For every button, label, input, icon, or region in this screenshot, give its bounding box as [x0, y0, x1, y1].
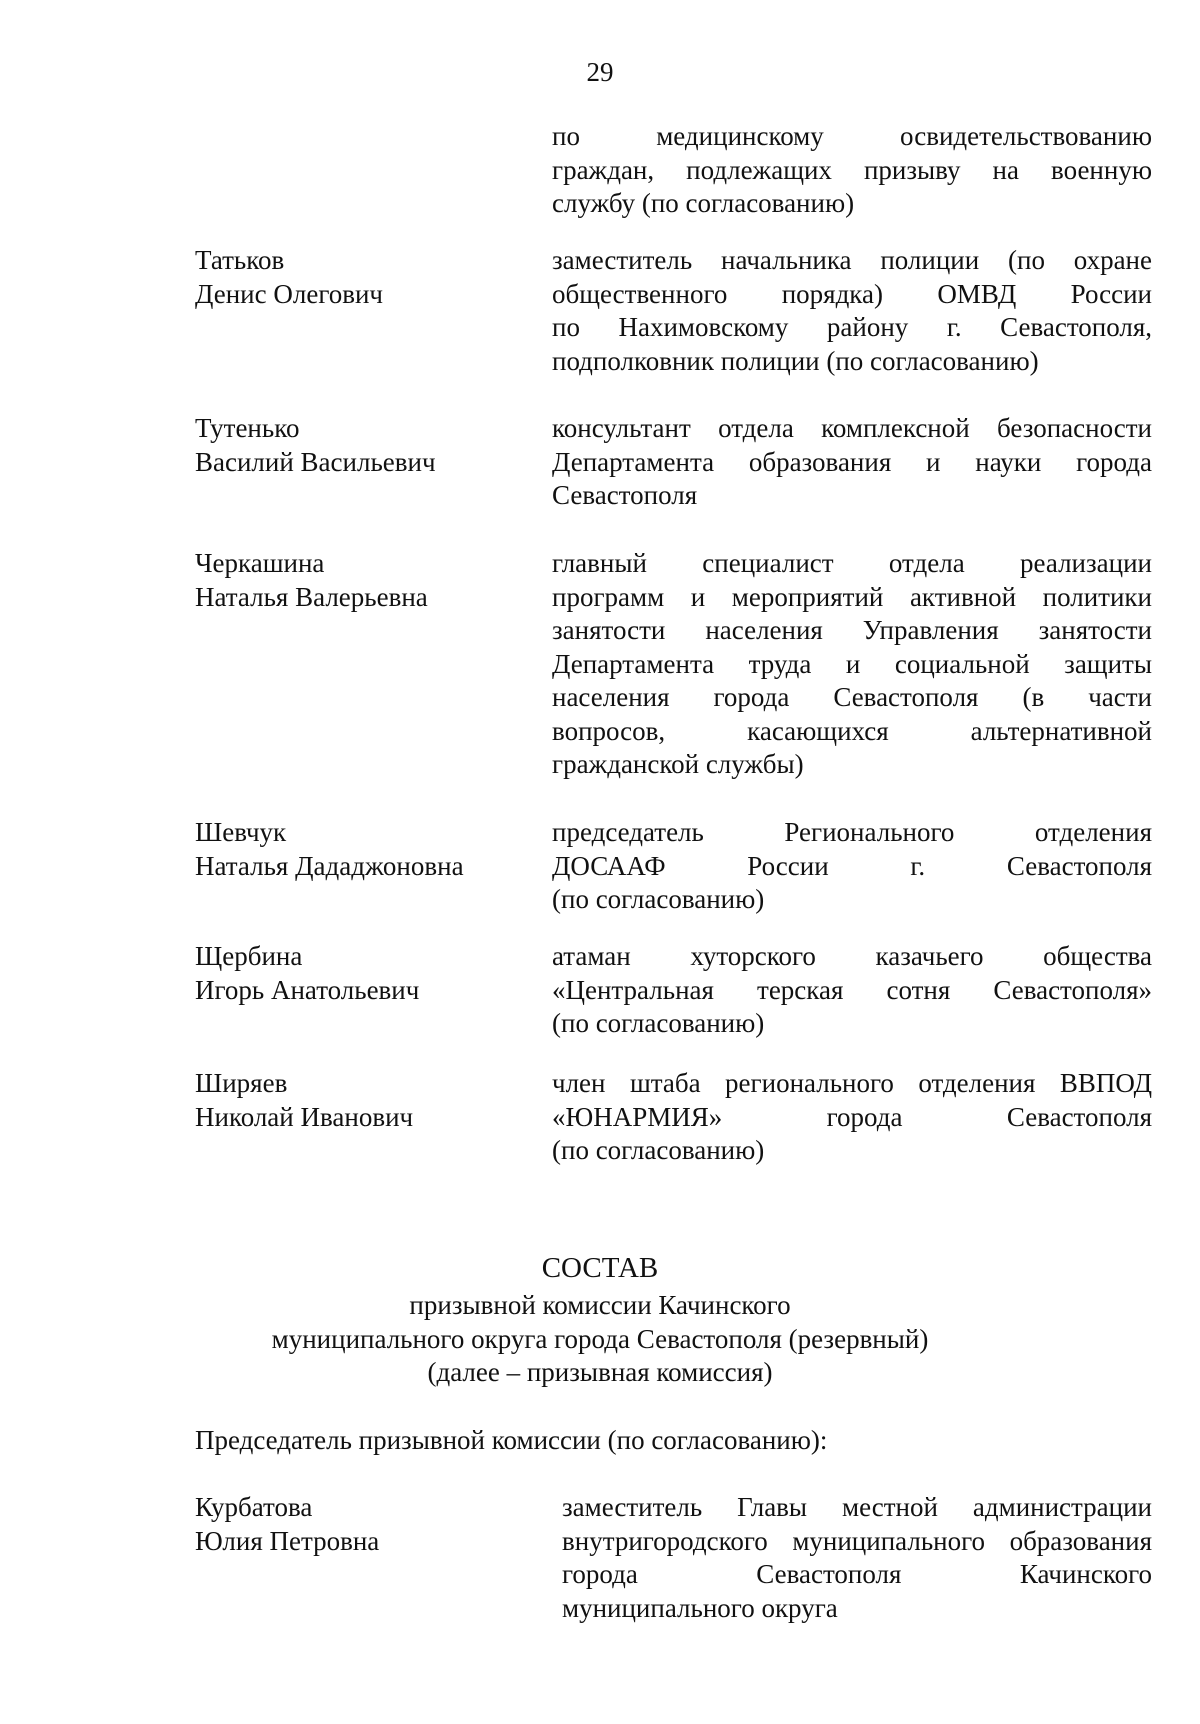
member-role — [552, 816, 1152, 917]
member-surname: Щербина — [195, 941, 303, 971]
member-given-name: Денис Олегович — [195, 278, 383, 309]
member-name — [195, 412, 535, 479]
role-line: города Севастополя Качинского — [562, 1559, 1152, 1589]
member-given-name: Юлия Петровна — [195, 1525, 380, 1556]
role-line: по медицинскому освидетельствованию — [552, 121, 1152, 151]
member-role — [552, 940, 1152, 1041]
role-line: граждан, подлежащих призыву на военную — [552, 154, 1152, 185]
role-line: внутригородского муниципального образования — [562, 1525, 1152, 1556]
role-line: населения города Севастополя (в части — [552, 682, 1152, 712]
member-given-name: Игорь Анатольевич — [195, 974, 420, 1005]
continued-role-text — [552, 120, 1152, 221]
role-line: заместитель начальника полиции (по охране — [552, 245, 1152, 275]
member-role — [552, 1067, 1152, 1168]
role-line: программ и мероприятий активной политики — [552, 581, 1152, 612]
member-role — [562, 1491, 1152, 1625]
member-surname: Ширяев — [195, 1068, 288, 1098]
role-line: службу (по согласованию) — [552, 188, 855, 218]
member-name — [195, 1067, 535, 1134]
composition-subtitle — [0, 1289, 1200, 1390]
member-given-name: Наталья Дададжоновна — [195, 850, 464, 881]
member-given-name: Василий Васильевич — [195, 446, 436, 477]
member-name — [195, 547, 535, 614]
member-role — [552, 412, 1152, 513]
role-line: «Центральная терская сотня Севастополя» — [552, 974, 1152, 1005]
role-line: атаман хуторского казачьего общества — [552, 941, 1152, 971]
role-line: Департамента труда и социальной защиты — [552, 648, 1152, 679]
composition-title: СОСТАВ — [541, 1252, 659, 1284]
subtitle-line: (далее – призывная комиссия) — [427, 1357, 773, 1387]
role-line: вопросов, касающихся альтернативной — [552, 715, 1152, 746]
role-line: (по согласованию) — [552, 1135, 765, 1165]
role-line: ДОСААФ России г. Севастополя — [552, 850, 1152, 881]
member-name — [195, 1491, 535, 1558]
role-line: общественного порядка) ОМВД России — [552, 278, 1152, 309]
member-surname: Черкашина — [195, 548, 325, 578]
role-line: подполковник полиции (по согласованию) — [552, 345, 1039, 376]
member-role — [552, 244, 1152, 378]
role-line: муниципального округа — [562, 1592, 838, 1623]
role-line: занятости населения Управления занятости — [552, 615, 1152, 645]
role-line: (по согласованию) — [552, 1008, 765, 1038]
member-surname: Шевчук — [195, 817, 287, 847]
subtitle-line: муниципального округа города Севастополя (резервный) — [271, 1323, 929, 1354]
page-number: 29 — [586, 57, 614, 87]
role-line: главный специалист отдела реализации — [552, 548, 1152, 578]
role-line: Севастополя — [552, 480, 698, 510]
chair-heading: Председатель призывной комиссии (по согласованию): — [195, 1425, 828, 1455]
member-name — [195, 244, 535, 311]
member-surname: Курбатова — [195, 1492, 313, 1522]
role-line: член штаба регионального отделения ВВПОД — [552, 1068, 1152, 1098]
role-line: по Нахимовскому району г. Севастополя, — [552, 312, 1152, 342]
member-name — [195, 940, 535, 1007]
role-line: Департамента образования и науки города — [552, 446, 1152, 477]
member-role — [552, 547, 1152, 782]
role-line: консультант отдела комплексной безопасности — [552, 413, 1152, 443]
member-name — [195, 816, 535, 883]
member-given-name: Наталья Валерьевна — [195, 581, 428, 612]
member-surname: Тутенько — [195, 413, 300, 443]
member-given-name: Николай Иванович — [195, 1101, 414, 1132]
role-line: председатель Регионального отделения — [552, 817, 1152, 847]
role-line: (по согласованию) — [552, 884, 765, 914]
role-line: гражданской службы) — [552, 749, 804, 779]
member-surname: Татьков — [195, 245, 285, 275]
subtitle-line: призывной комиссии Качинского — [409, 1290, 791, 1320]
role-line: заместитель Главы местной администрации — [562, 1492, 1152, 1522]
role-line: «ЮНАРМИЯ» города Севастополя — [552, 1101, 1152, 1132]
